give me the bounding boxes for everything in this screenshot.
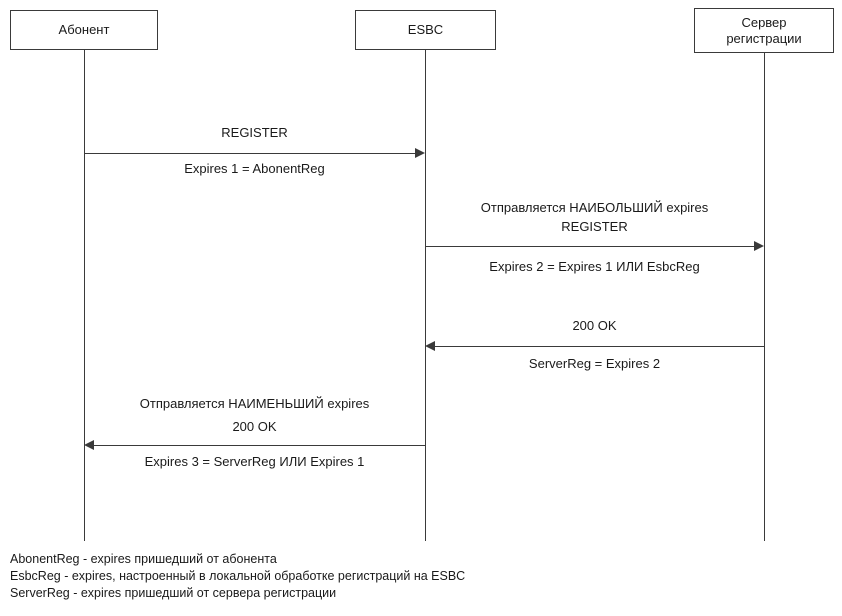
participant-label-abonent: Абонент	[58, 22, 110, 37]
legend-line-1: AbonentReg - expires пришедший от абонента	[10, 552, 277, 566]
participant-label-reg-server-line2: регистрации	[726, 30, 802, 46]
lifeline-esbc	[425, 50, 426, 541]
lifeline-reg-server	[764, 53, 765, 541]
legend-line-2: EsbcReg - expires, настроенный в локальной обработке регистраций на ESBC	[10, 569, 466, 583]
legend-line-3: ServerReg - expires пришедший от сервера регистрации	[10, 586, 337, 600]
participant-label-esbc: ESBC	[407, 22, 444, 37]
message-3-below-label: ServerReg = Expires 2	[528, 356, 661, 371]
message-4-below-label: Expires 3 = ServerReg ИЛИ Expires 1	[144, 454, 365, 469]
message-2-arrowhead	[754, 241, 764, 251]
message-4-note-label: Отправляется НАИМЕНЬШИЙ expires	[139, 396, 370, 411]
message-2-above-label: REGISTER	[561, 219, 628, 234]
message-1-below-label: Expires 1 = AbonentReg	[184, 161, 325, 176]
message-1-line	[84, 153, 415, 154]
message-2-line	[425, 246, 754, 247]
message-3-arrowhead	[425, 341, 435, 351]
message-3-above-label: 200 OK	[572, 318, 617, 333]
participant-box-reg-server	[694, 8, 834, 53]
message-1-above-label: REGISTER	[221, 125, 288, 140]
message-3-line	[435, 346, 764, 347]
message-4-arrowhead	[84, 440, 94, 450]
message-2-below-label: Expires 2 = Expires 1 ИЛИ EsbcReg	[489, 259, 700, 274]
message-4-line	[94, 445, 425, 446]
participant-box-abonent	[10, 10, 158, 50]
message-4-above-label: 200 OK	[232, 419, 277, 434]
message-1-arrowhead	[415, 148, 425, 158]
message-2-note-label: Отправляется НАИБОЛЬШИЙ expires	[480, 200, 709, 215]
participant-label-reg-server-line1: Сервер	[741, 14, 787, 30]
participant-box-esbc	[355, 10, 496, 50]
